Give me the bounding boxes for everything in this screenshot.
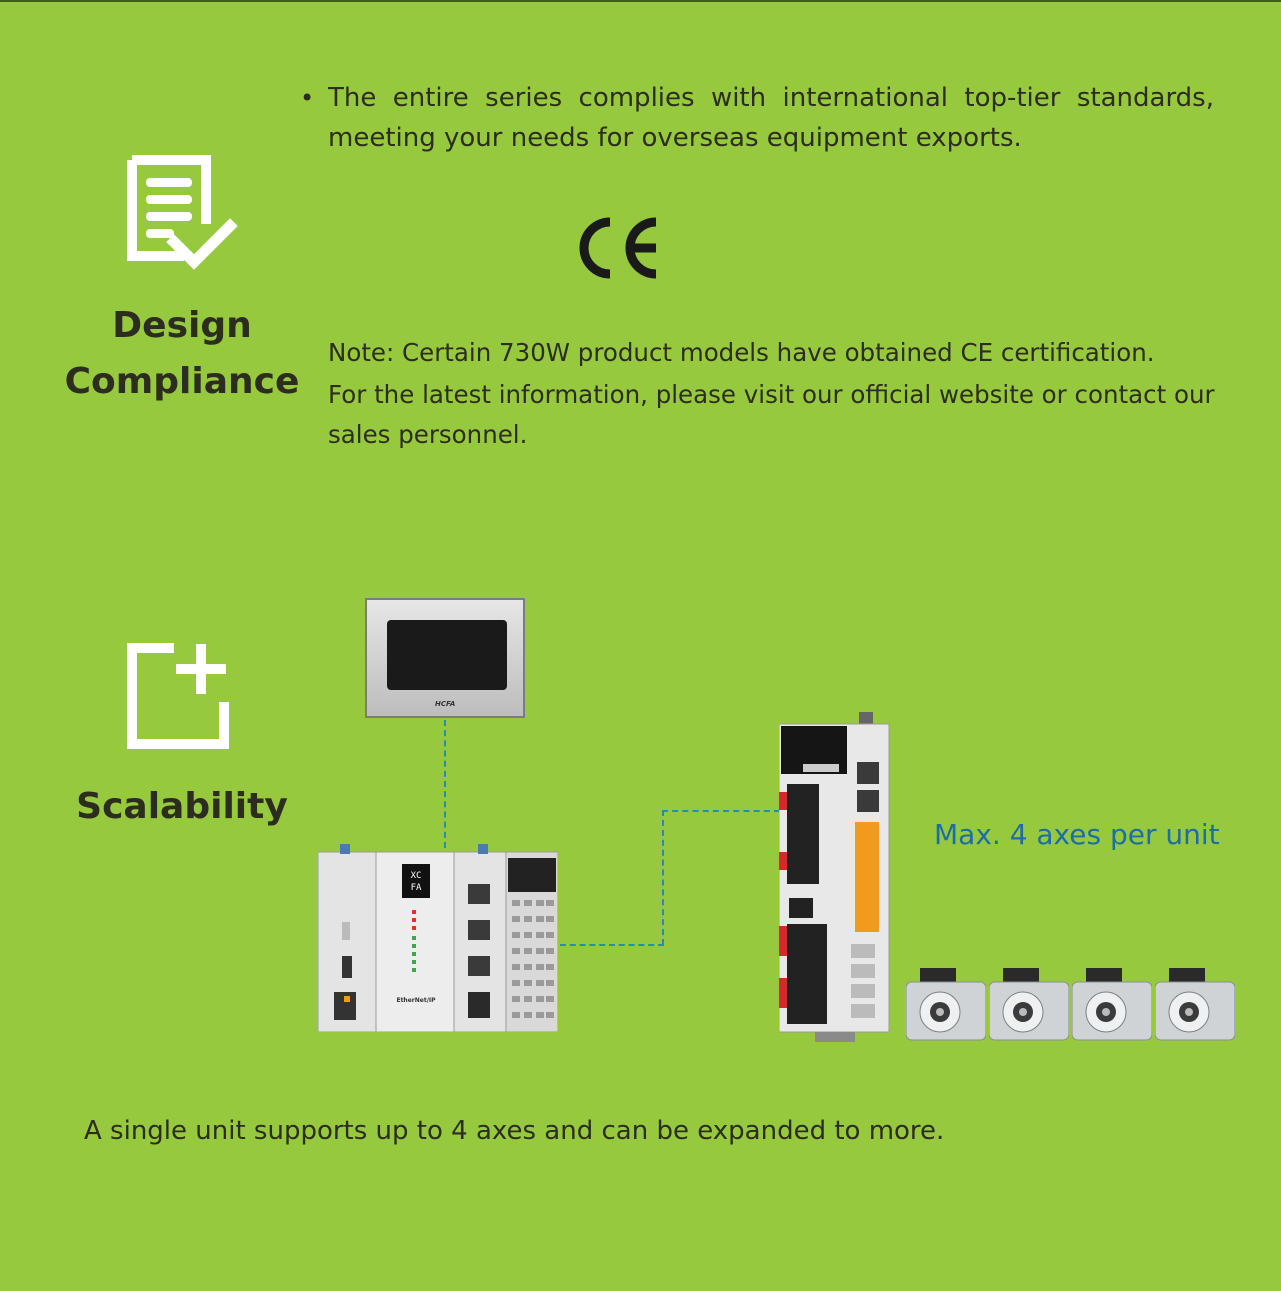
- svg-text:FA: FA: [410, 883, 422, 893]
- document-check-icon: [122, 154, 240, 274]
- plc-controller-image: [318, 844, 558, 1032]
- max-axes-label: Max. 4 axes per unit: [934, 818, 1220, 851]
- servo-drive-image: [779, 712, 891, 1042]
- svg-text:EtherNet/IP: EtherNet/IP: [396, 997, 436, 1004]
- scalability-caption: A single unit supports up to 4 axes and can be expanded to more.: [84, 1116, 945, 1146]
- add-square-icon: [124, 640, 232, 752]
- compliance-title: [62, 298, 302, 410]
- scalability-title: Scalability: [76, 786, 288, 827]
- servo-motor-image: [1072, 966, 1152, 1042]
- svg-text:XC: XC: [410, 871, 422, 881]
- hmi-plc-connector: [444, 720, 446, 848]
- servo-motor-image: [1155, 966, 1235, 1042]
- servo-motor-image: [906, 966, 986, 1042]
- compliance-bullet-text: The entire series complies with international top-tier standards, meeting your needs for overseas equipment exports.: [328, 83, 1214, 153]
- compliance-title-line2: Compliance: [64, 361, 300, 402]
- ce-mark-icon: [568, 214, 664, 282]
- bullet-marker: •: [300, 84, 315, 112]
- note-line-3: sales personnel.: [328, 420, 528, 449]
- hmi-brand: HCFA: [435, 700, 456, 708]
- note-line-1: Note: Certain 730W product models have obtained CE certification.: [328, 338, 1155, 367]
- hmi-panel-image: [365, 598, 525, 718]
- note-line-2: For the latest information, please visit our official website or contact our: [328, 380, 1215, 409]
- servo-motor-image: [989, 966, 1069, 1042]
- plc-drive-connector-h2: [662, 810, 780, 812]
- hmi-screen: [387, 620, 507, 690]
- plc-drive-connector-v: [662, 810, 664, 945]
- plc-drive-connector-h1: [560, 944, 664, 946]
- compliance-title-line1: Design: [112, 305, 252, 346]
